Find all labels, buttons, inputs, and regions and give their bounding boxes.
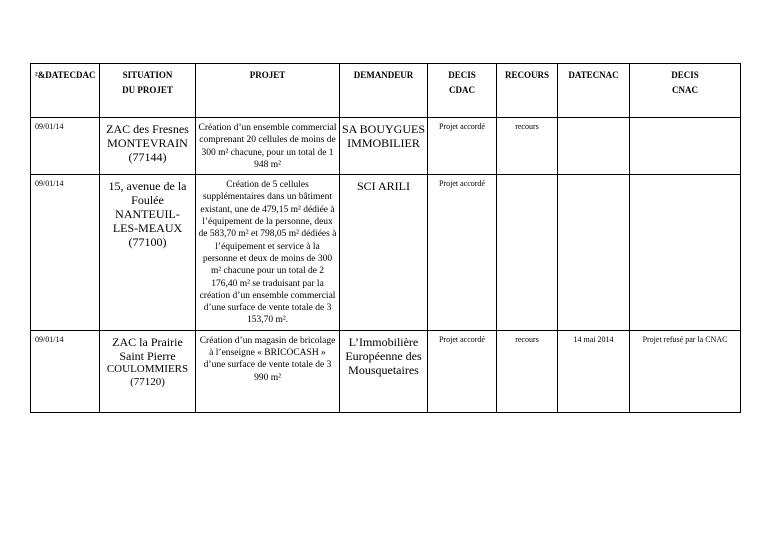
- cell-recours: recours: [497, 330, 558, 412]
- header-projet: PROJET: [196, 64, 340, 118]
- cell-date: 09/01/14: [31, 175, 100, 331]
- header-decis-cdac: DECIS CDAC: [428, 64, 497, 118]
- cell-demandeur: SCI ARILI: [340, 175, 428, 331]
- table-row: [31, 118, 741, 175]
- cell-projet: Création de 5 cellules supplémentaires dans un bâtiment existant, une de 479,15 m² dédiée à l’équipement de la personne, deux de 583,70 m² et 798,05 m² dédiées à l’équipement et service à la personne et deux de moins de 300 m² chacune pour un total de 2 176,40 m² se traduisant par la création d’un ensemble commercial d’une surface de vente totale de 3 153,70 m².: [196, 175, 340, 331]
- header-datecdac: ²&DATECDAC: [31, 64, 100, 118]
- cell-situation: ZAC la Prairie Saint Pierre COULOMMIERS (77120): [100, 330, 196, 412]
- cell-recours: recours: [497, 118, 558, 175]
- cell-situation: 15, avenue de la Foulée NANTEUIL- LES-MEAUX (77100): [100, 175, 196, 331]
- cell-datecnac: [558, 118, 630, 175]
- cell-projet: Création d’un ensemble commercial comprenant 20 cellules de moins de 300 m² chacune, pour un total de 1 948 m²: [196, 118, 340, 175]
- cell-decis-cnac: [630, 118, 741, 175]
- cell-projet: Création d’un magasin de bricolage à l’enseigne « BRICOCASH » d’une surface de vente totale de 3 990 m²: [196, 330, 340, 412]
- header-situation: SITUATION DU PROJET: [100, 64, 196, 118]
- cell-date: 09/01/14: [31, 330, 100, 412]
- cell-datecnac: 14 mai 2014: [558, 330, 630, 412]
- header-decis-cnac: DECIS CNAC: [630, 64, 741, 118]
- cell-datecnac: [558, 175, 630, 331]
- cell-decis-cdac: Projet accordé: [428, 330, 497, 412]
- cell-demandeur: SA BOUYGUES IMMOBILIER: [340, 118, 428, 175]
- cell-decis-cnac: Projet refusé par la CNAC: [630, 330, 741, 412]
- header-demandeur: DEMANDEUR: [340, 64, 428, 118]
- decisions-table: [30, 63, 741, 413]
- cell-situation: ZAC des Fresnes MONTEVRAIN (77144): [100, 118, 196, 175]
- cell-recours: [497, 175, 558, 331]
- header-datecnac: DATECNAC: [558, 64, 630, 118]
- header-row: [31, 64, 741, 118]
- cell-date: 09/01/14: [31, 118, 100, 175]
- cell-decis-cnac: [630, 175, 741, 331]
- table-row: [31, 175, 741, 331]
- cell-decis-cdac: Projet accordé: [428, 118, 497, 175]
- cell-decis-cdac: Projet accordé: [428, 175, 497, 331]
- table-row: [31, 330, 741, 412]
- header-recours: RECOURS: [497, 64, 558, 118]
- cell-demandeur: L’Immobilière Européenne des Mousquetaires: [340, 330, 428, 412]
